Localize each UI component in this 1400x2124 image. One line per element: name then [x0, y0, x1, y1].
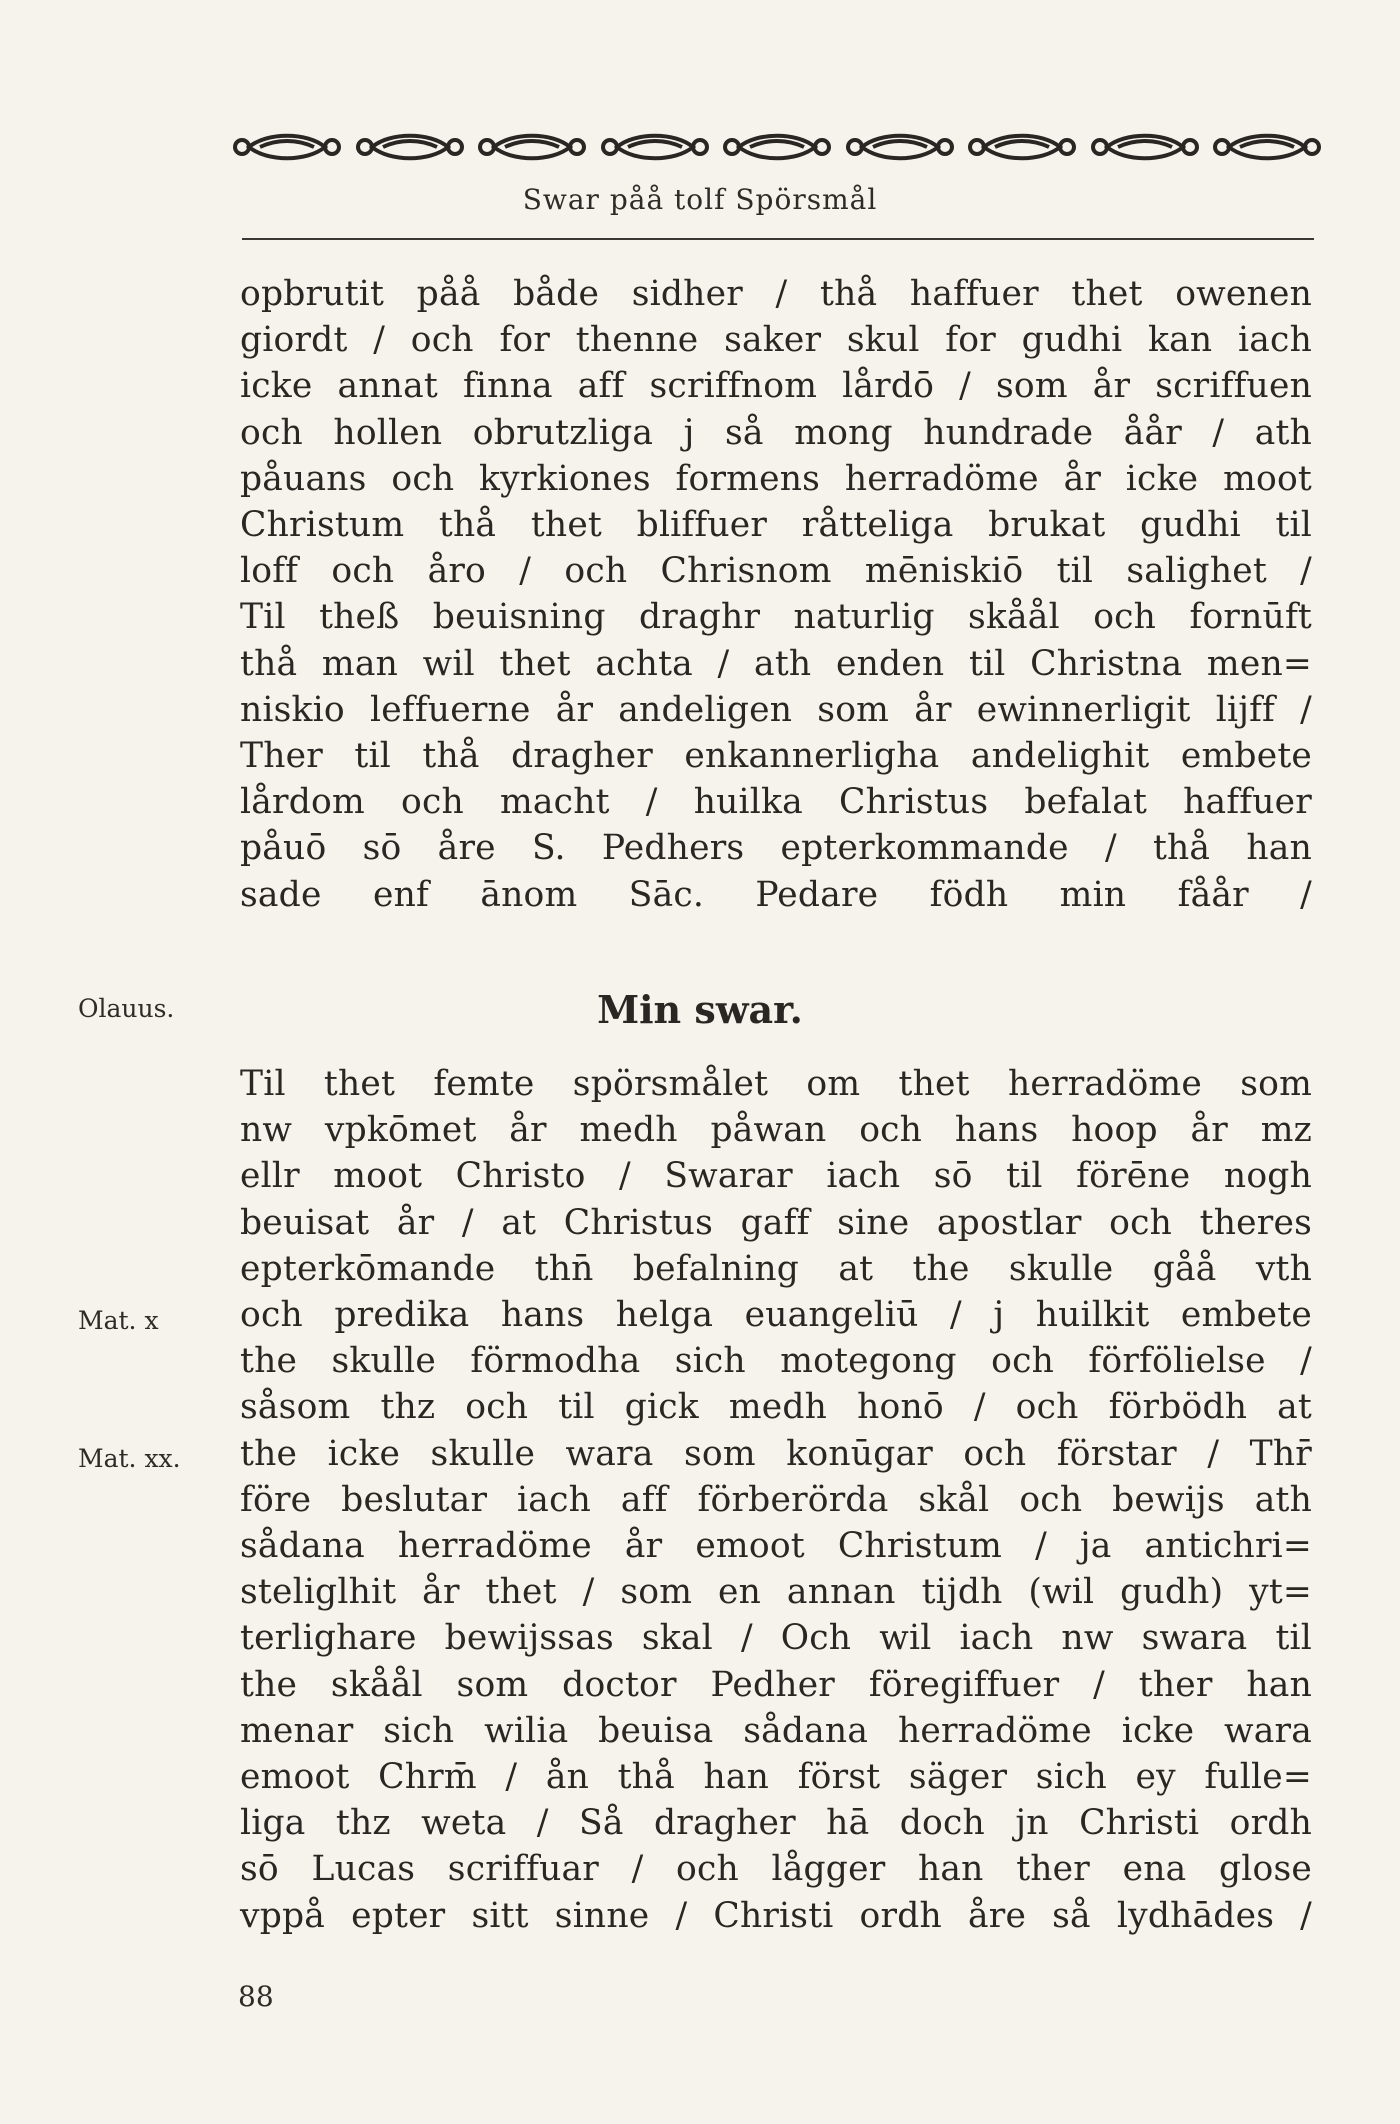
- text-line: sō Lucas scriffuar / och lågger han ther ena glose: [240, 1849, 1312, 1890]
- page-number: 88: [238, 1980, 274, 2013]
- running-title: Swar påå tolf Spörsmål: [522, 183, 878, 216]
- margin-note-reference: Mat. x: [78, 1306, 159, 1335]
- ornament-link-icon: [355, 130, 465, 164]
- text-line: icke annat finna aff scriffnom lårdō / som år scriffuen: [240, 366, 1312, 407]
- text-line: giordt / och for thenne saker skul for gudhi kan iach: [240, 320, 1312, 361]
- text-line: Til thet femte spörsmålet om thet herradöme som: [240, 1064, 1312, 1104]
- section-heading: Min swar.: [597, 987, 803, 1032]
- text-line: the skulle förmodha sich motegong och förfölielse /: [240, 1341, 1312, 1382]
- text-line: ellr moot Christo / Swarar iach sō til förēne nogh: [240, 1156, 1312, 1197]
- text-line: påuō sō åre S. Pedhers epterkommande / thå han: [240, 828, 1312, 869]
- text-line: sådana herradöme år emoot Christum / ja antichri=: [240, 1526, 1312, 1566]
- text-line: menar sich wilia beuisa sådana herradöme icke wara: [240, 1710, 1312, 1751]
- text-line: the skåål som doctor Pedher föregiffuer / ther han: [240, 1664, 1312, 1705]
- ornament-link-icon: [1212, 130, 1322, 164]
- ornament-link-icon: [600, 130, 710, 164]
- ornament-link-icon: [967, 130, 1077, 164]
- ornament-link-icon: [1090, 130, 1200, 164]
- text-line: Christum thå thet bliffuer råtteliga brukat gudhi til: [240, 505, 1312, 545]
- text-line: och predika hans helga euangeliū / j huilkit embete: [240, 1295, 1312, 1335]
- text-line: Ther til thå dragher enkannerligha andelighit embete: [240, 736, 1312, 776]
- text-line: lårdom och macht / huilka Christus befalat haffuer: [240, 782, 1312, 823]
- ornament-link-icon: [845, 130, 955, 164]
- text-line: loff och åro / och Chrisnom mēniskiō til salighet /: [240, 551, 1312, 592]
- text-line: vppå epter sitt sinne / Christi ordh åre så lydhādes /: [240, 1895, 1312, 1936]
- text-line: thå man wil thet achta / ath enden til Christna men=: [240, 643, 1312, 684]
- margin-note-speaker: Olauus.: [78, 994, 175, 1023]
- text-line: och hollen obrutzliga j så mong hundrade åår / ath: [240, 412, 1312, 453]
- header-ornament-band: [232, 130, 1322, 164]
- text-line: påuans och kyrkiones formens herradöme år icke moot: [240, 458, 1312, 499]
- text-line: såsom thz och til gick medh honō / och förbödh at: [240, 1387, 1312, 1428]
- text-line: emoot Chrm̄ / ån thå han först säger sich ey fulle=: [240, 1757, 1312, 1797]
- text-line: nw vpkōmet år medh påwan och hans hoop år mz: [240, 1110, 1312, 1151]
- text-line: niskio leffuerne år andeligen som år ewinnerligit lijff /: [240, 689, 1312, 730]
- text-line: epterkōmande thn̄ befalning at the skulle gåå vth: [240, 1248, 1312, 1289]
- text-line: Til theß beuisning draghr naturlig skåål och fornūft: [240, 597, 1312, 638]
- text-line: liga thz weta / Så dragher hā doch jn Christi ordh: [240, 1803, 1312, 1844]
- ornament-link-icon: [477, 130, 587, 164]
- text-line: opbrutit påå både sidher / thå haffuer thet owenen: [240, 274, 1312, 314]
- ornament-link-icon: [232, 130, 342, 164]
- margin-note-reference: Mat. xx.: [78, 1444, 181, 1473]
- text-line: sade enf ānom Sāc. Pedare födh min fåår /: [240, 874, 1312, 915]
- text-line: beuisat år / at Christus gaff sine apostlar och theres: [240, 1202, 1312, 1243]
- text-line: the icke skulle wara som konūgar och förstar / Thr̄: [240, 1433, 1312, 1474]
- ornament-link-icon: [722, 130, 832, 164]
- text-line: steliglhit år thet / som en annan tijdh (wil gudh) yt=: [240, 1572, 1312, 1613]
- text-line: före beslutar iach aff förberörda skål och bewijs ath: [240, 1479, 1312, 1520]
- header-divider: [242, 238, 1314, 240]
- text-line: terlighare bewijssas skal / Och wil iach nw swara til: [240, 1618, 1312, 1659]
